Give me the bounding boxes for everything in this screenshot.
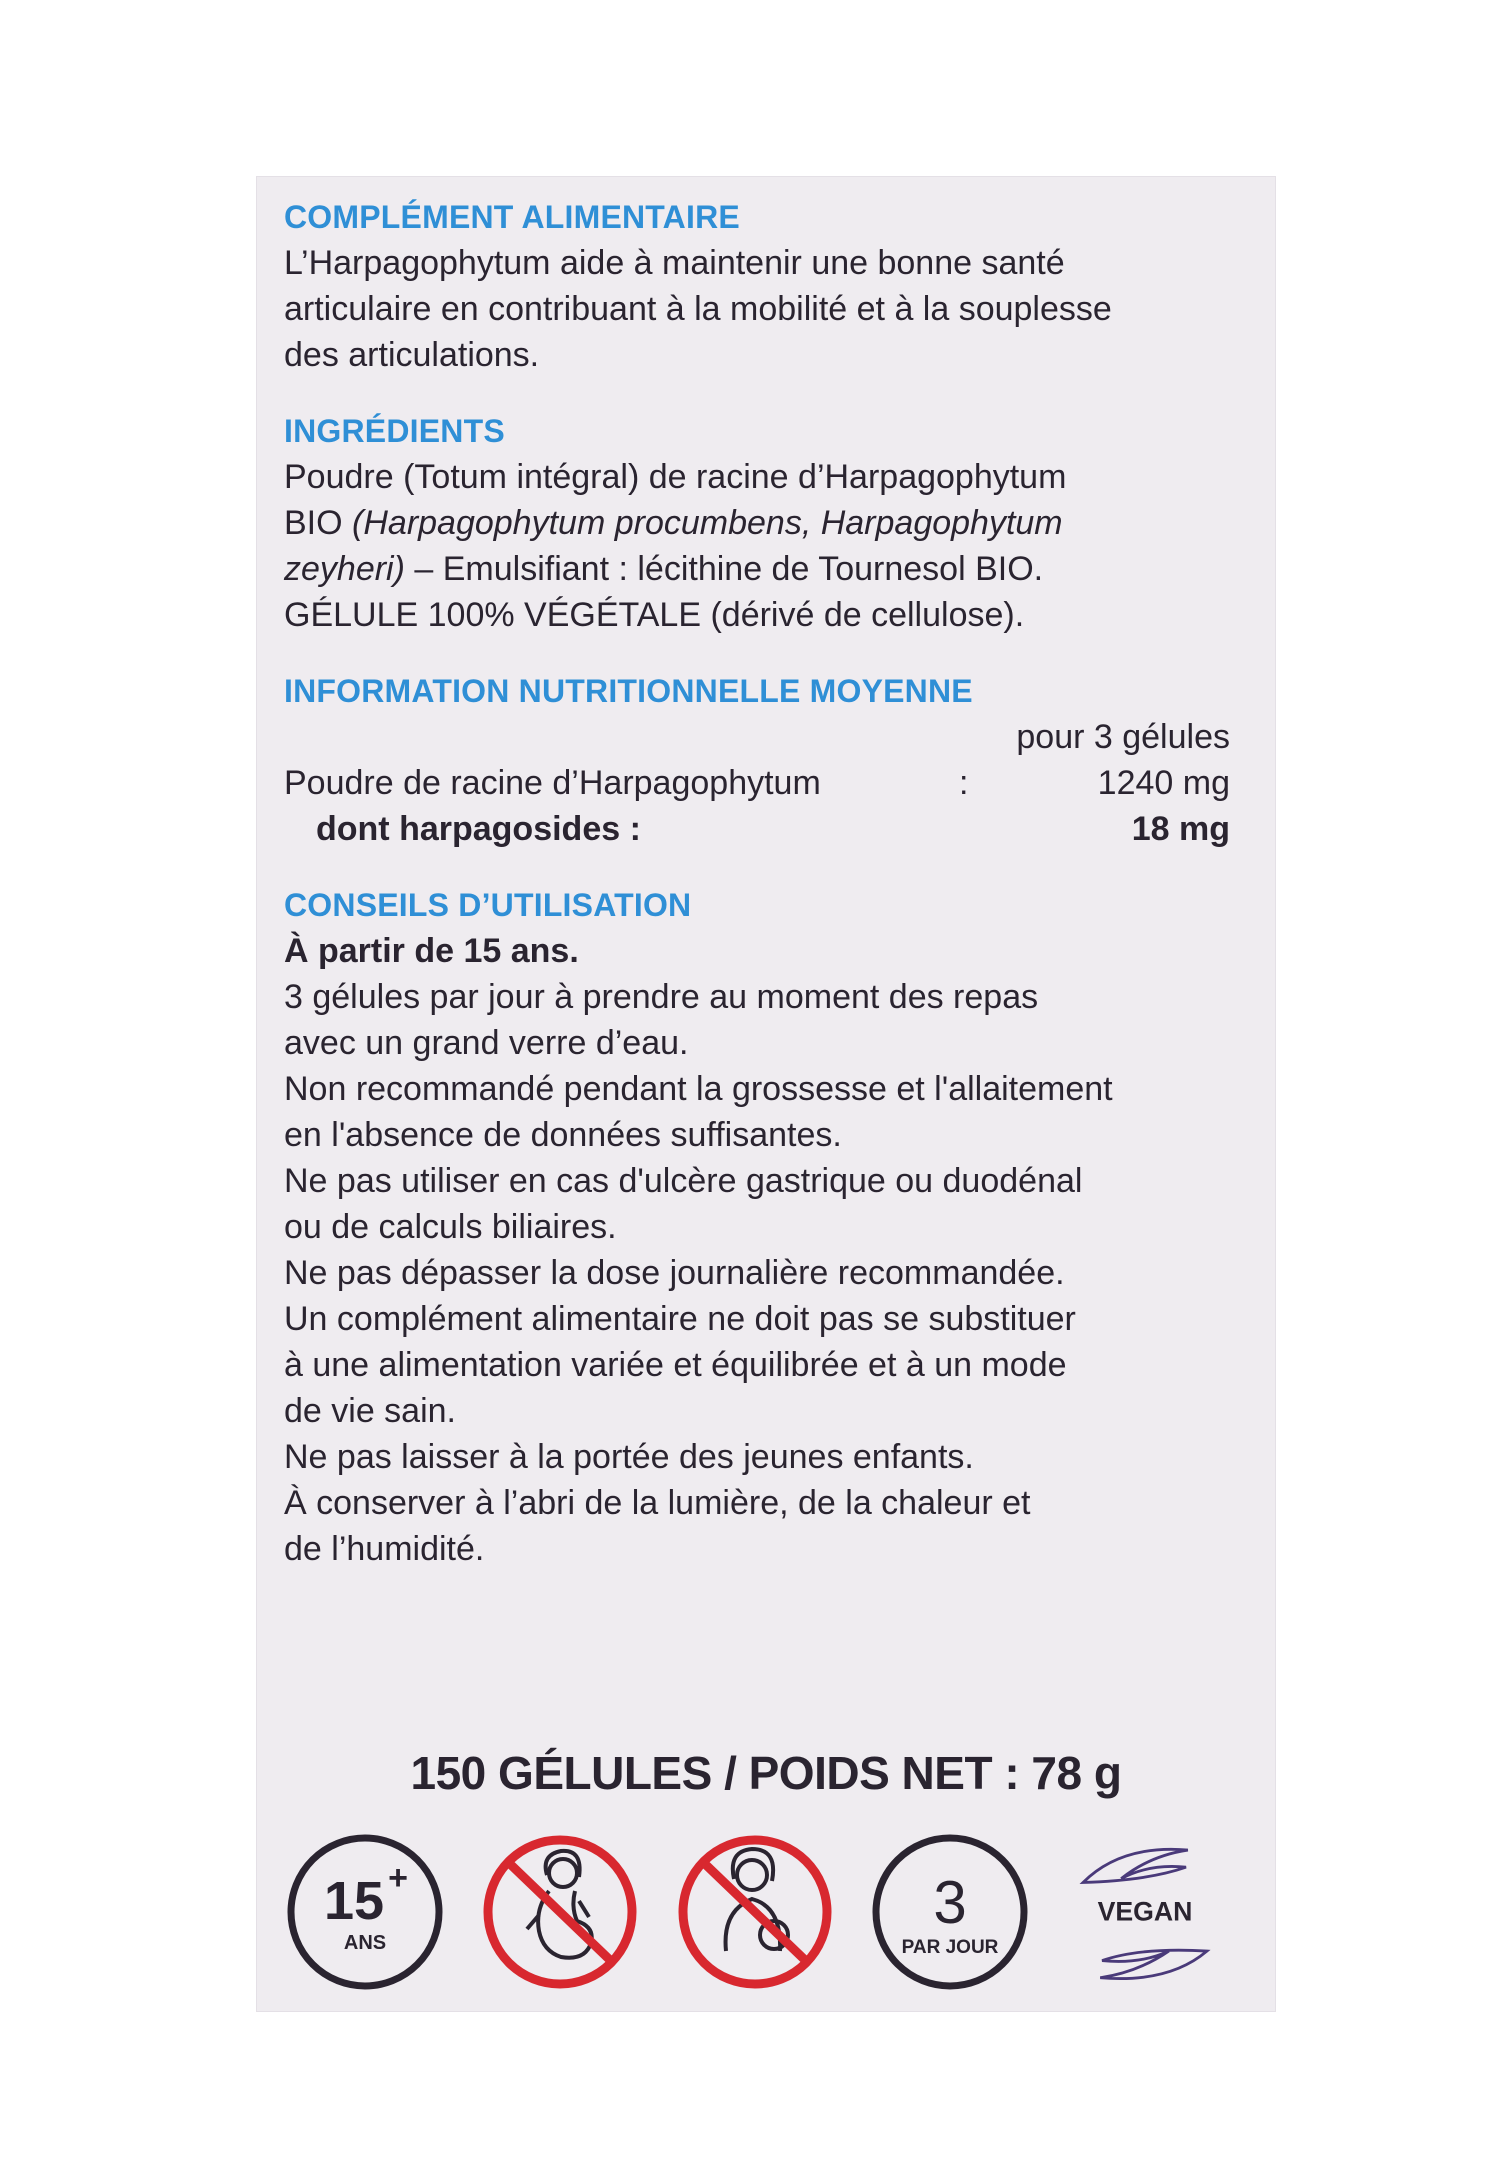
ingredients-line-3: [284, 546, 1234, 592]
ingredients-latin-names: (Harpagophytum procumbens, Harpagophytum: [352, 504, 1063, 542]
ingredients-line-1: Poudre (Totum intégral) de racine d’Harpagophytum: [284, 458, 1067, 496]
ingredients-heading: INGRÉDIENTS: [284, 413, 505, 449]
conseils-line-3: Non recommandé pendant la grossesse et l'allaitement: [284, 1070, 1113, 1108]
conseils-line-2: avec un grand verre d’eau.: [284, 1024, 689, 1062]
complement-line-2: articulaire en contribuant à la mobilité et à la souplesse: [284, 290, 1112, 328]
dose-3-per-day-icon: [869, 1831, 1031, 1993]
conseils-line-12: À conserver à l’abri de la lumière, de la chaleur et: [284, 1484, 1031, 1522]
nutrition-row: [284, 760, 1234, 806]
conseils-line-7: Ne pas dépasser la dose journalière recommandée.: [284, 1254, 1065, 1292]
dose-number: 3: [933, 1869, 967, 1936]
age-15-plus-icon: [284, 1831, 446, 1993]
ingredients-latin-zeyheri: zeyheri): [284, 550, 405, 588]
age-unit: ANS: [343, 1932, 387, 1954]
age-plus: +: [388, 1859, 408, 1897]
no-breastfeeding-icon: [674, 1831, 836, 1993]
nutrition-heading: INFORMATION NUTRITIONNELLE MOYENNE: [284, 673, 973, 709]
nutrition-row-label: Poudre de racine d’Harpagophytum: [284, 764, 821, 802]
conseils-line-11: Ne pas laisser à la portée des jeunes enfants.: [284, 1438, 974, 1476]
nutrition-per-serving: pour 3 gélules: [1016, 718, 1230, 756]
nutrition-sub-label: dont harpagosides :: [316, 810, 641, 848]
conseils-line-6: ou de calculs biliaires.: [284, 1208, 617, 1246]
conseils-line-1: 3 gélules par jour à prendre au moment des repas: [284, 978, 1039, 1016]
ingredients-emulsifier: – Emulsifiant : lécithine de Tournesol BIO.: [404, 550, 1044, 588]
ingredients-line-2: [284, 500, 1234, 546]
ingredients-line-4: GÉLULE 100% VÉGÉTALE (dérivé de cellulose).: [284, 596, 1025, 634]
complement-heading: COMPLÉMENT ALIMENTAIRE: [284, 199, 740, 235]
conseils-line-10: de vie sain.: [284, 1392, 456, 1430]
nutrition-row-separator: :: [959, 764, 969, 802]
product-label: [256, 176, 1276, 2012]
conseils-line-13: de l’humidité.: [284, 1530, 485, 1568]
age-number: 15: [323, 1871, 385, 1931]
conseils-line-5: Ne pas utiliser en cas d'ulcère gastrique ou duodénal: [284, 1162, 1083, 1200]
nutrition-row-value: 1240 mg: [1097, 764, 1230, 802]
conseils-line-9: à une alimentation variée et équilibrée et à un mode: [284, 1346, 1067, 1384]
conseils-heading: CONSEILS D’UTILISATION: [284, 887, 692, 923]
ingredients-bio-text: BIO: [284, 504, 353, 542]
vegan-leaf-icon: [1064, 1831, 1234, 1993]
conseils-line-4: en l'absence de données suffisantes.: [284, 1116, 842, 1154]
conseils-line-8: Un complément alimentaire ne doit pas se substituer: [284, 1300, 1076, 1338]
nutrition-row-sub: [284, 806, 1234, 852]
no-pregnancy-icon: [479, 1831, 641, 1993]
nutrition-sub-value: 18 mg: [1131, 810, 1230, 848]
complement-line-3: des articulations.: [284, 336, 540, 374]
label-text-content: [284, 194, 1234, 1572]
complement-line-1: L’Harpagophytum aide à maintenir une bonne santé: [284, 244, 1065, 282]
dose-unit: PAR JOUR: [901, 1937, 999, 1958]
net-weight-title: 150 GÉLULES / POIDS NET : 78 g: [410, 1747, 1122, 1799]
vegan-text: VEGAN: [1097, 1896, 1193, 1927]
pictogram-row: [284, 1831, 1244, 1991]
conseils-age-line: À partir de 15 ans.: [284, 932, 579, 970]
